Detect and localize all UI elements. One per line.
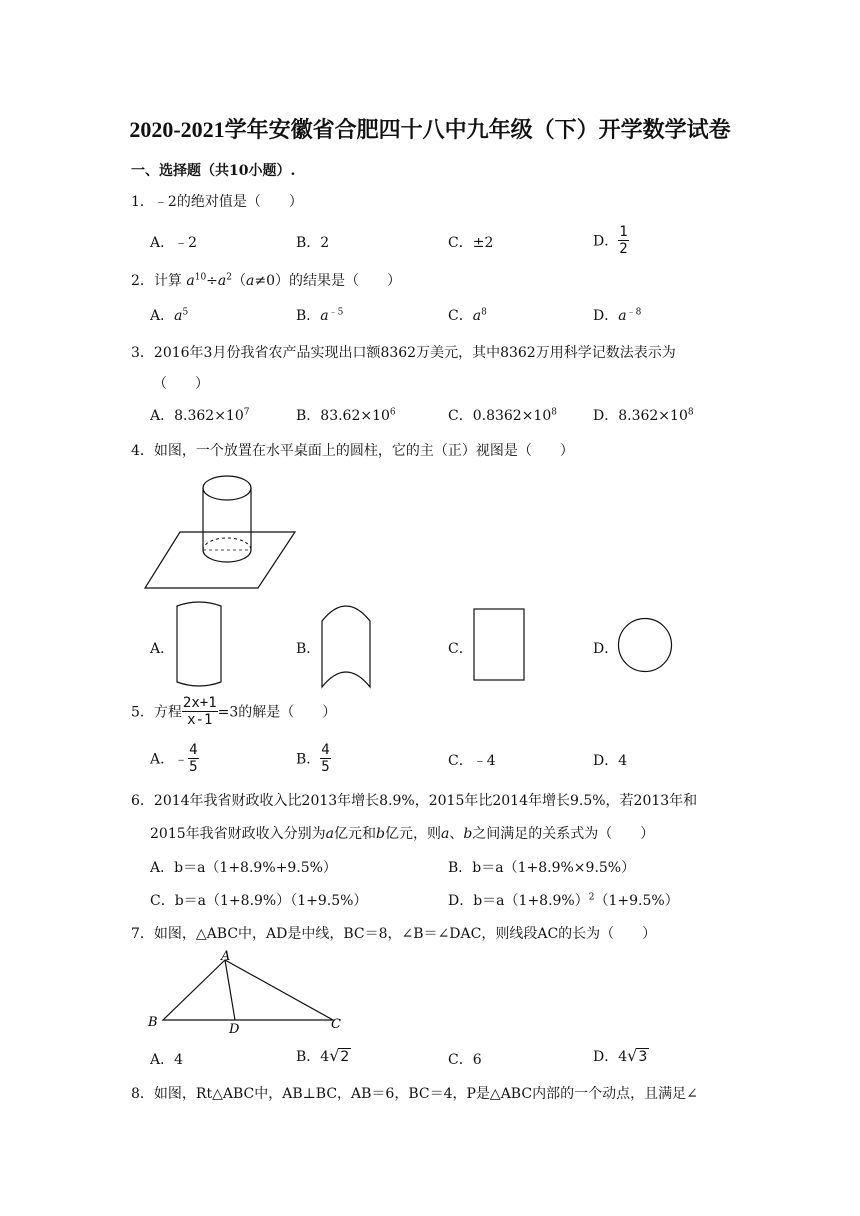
- q7-option-a: A．4: [150, 1052, 184, 1068]
- q2-option-c: C．$a^8$: [448, 307, 487, 324]
- question-5: 5．方程 $\frac{2x+1}{x-1}$ =3的解是（ ）: [131, 695, 337, 728]
- q2-option-a: A．$a^5$: [150, 307, 189, 324]
- q5-option-d: D．4: [593, 753, 628, 769]
- q6-option-b: B．b＝a（1+8.9%×9.5%）: [448, 860, 636, 876]
- q5-option-c: C．﹣4: [448, 753, 496, 769]
- section-heading: 一、选择题（共10小题）.: [131, 163, 296, 179]
- q4-option-d: D．: [593, 641, 619, 657]
- q4-shape-b: [320, 601, 372, 691]
- q1-option-c: C．±2: [448, 235, 494, 251]
- question-2: 2．计算 $a^{10}\div a^2(a\ne 0)$的结果是（ ）: [131, 272, 401, 289]
- q6-option-c: C．b＝a（1+8.9%）（1+9.5%）: [150, 893, 368, 909]
- q4-shape-a: [175, 598, 225, 690]
- q1-option-d: D． $\frac{1}{2}$: [593, 224, 628, 257]
- q7-option-d: D．4√3: [593, 1046, 648, 1065]
- q5-option-b: B． $\frac{4}{5}$: [296, 742, 330, 775]
- q3-option-c: C．$0.8362\times 10^8$: [448, 407, 557, 424]
- q6-option-d: D．$b=a(1+8.9\%)^2(1+9.5\%)$: [448, 892, 679, 909]
- q6-option-a: A．b＝a（1+8.9%+9.5%）: [150, 860, 337, 876]
- q5-option-a: A．﹣ $\frac{4}{5}$: [150, 742, 198, 775]
- q4-shape-d: [617, 617, 673, 673]
- q3-option-a: A．$8.362\times 10^7$: [150, 407, 250, 424]
- q1-option-b: B．2: [296, 235, 330, 251]
- page-title: 2020-2021学年安徽省合肥四十八中九年级（下）开学数学试卷: [129, 117, 731, 142]
- q7-option-c: C．6: [448, 1052, 482, 1068]
- vertex-label-c: C: [331, 1017, 341, 1032]
- question-7: 7．如图，△ABC中，AD是中线，BC＝8，∠B＝∠DAC，则线段AC的长为（ ）: [131, 926, 657, 942]
- question-6-line1: 6．2014年我省财政收入比2013年增长8.9%，2015年比2014年增长9.5%，若2013年和: [131, 793, 698, 809]
- vertex-label-d: D: [229, 1022, 240, 1037]
- question-3-line1: 3．2016年3月份我省农产品实现出口额8362万美元，其中8362万用科学记数法表示为: [131, 345, 676, 361]
- question-3-line2: （ ）: [153, 376, 209, 392]
- q3-option-d: D．$8.362\times 10^8$: [593, 407, 694, 424]
- q2-option-b: B．$a^{﹣5}$: [296, 307, 344, 324]
- q3-option-b: B．$83.62\times 10^6$: [296, 407, 396, 424]
- q4-option-b: B．: [296, 641, 321, 657]
- cylinder-on-table-figure: [140, 470, 300, 590]
- vertex-label-a: A: [221, 949, 231, 964]
- question-1: 1．﹣2的绝对值是（ ）: [131, 194, 303, 210]
- question-6-line2: 2015年我省财政收入分别为a亿元和b亿元，则a、b之间满足的关系式为（ ）: [150, 826, 655, 842]
- q4-shape-c: [473, 608, 525, 682]
- q4-option-a: A．: [150, 641, 175, 657]
- vertex-label-b: B: [148, 1015, 158, 1030]
- question-8: 8．如图，Rt△ABC中，AB⊥BC，AB＝6，BC＝4，P是△ABC内部的一个动点，且满足∠: [131, 1086, 698, 1102]
- triangle-abc-figure: [145, 950, 355, 1035]
- q7-option-b: B．4√2: [296, 1046, 350, 1065]
- question-4: 4．如图，一个放置在水平桌面上的圆柱，它的主（正）视图是（ ）: [131, 443, 574, 459]
- q4-option-c: C．: [448, 641, 473, 657]
- q2-option-d: D．$a^{﹣8}$: [593, 307, 642, 324]
- q1-option-a: A．﹣2: [150, 235, 198, 251]
